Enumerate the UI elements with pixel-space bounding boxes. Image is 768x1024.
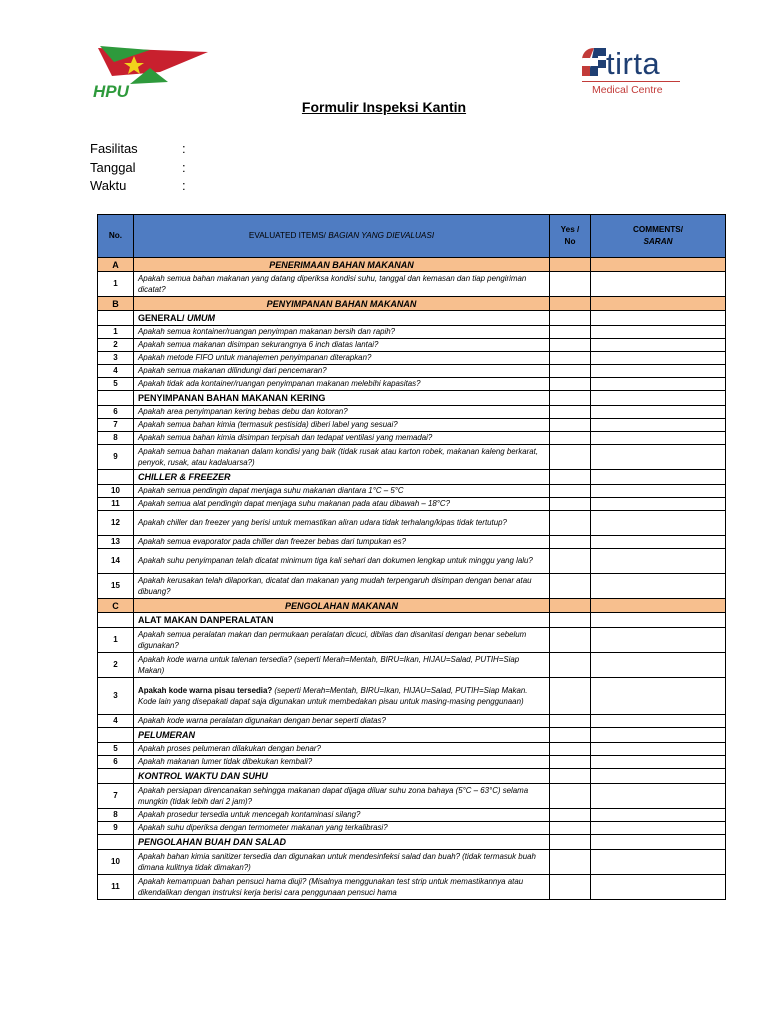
- yes-no-cell[interactable]: [550, 756, 591, 769]
- yes-no-cell[interactable]: [550, 352, 591, 365]
- yes-no-cell[interactable]: [550, 485, 591, 498]
- subsection-no-cell: [98, 391, 134, 406]
- yes-no-cell[interactable]: [550, 432, 591, 445]
- table-row: [98, 432, 726, 445]
- question-text: Apakah kemampuan bahan pensuci hama diuji? (Misalnya menggunakan test strip untuk memastikannya atau dikendalikan dengan instruksi kerja berisi cara penggunaan pensuci hama: [134, 875, 550, 900]
- section-title: PENGOLAHAN MAKANAN: [134, 599, 550, 613]
- yes-no-cell[interactable]: [550, 326, 591, 339]
- header-yes-no: [550, 215, 591, 258]
- comments-cell[interactable]: [591, 715, 726, 728]
- subsection-row: [98, 311, 726, 326]
- item-number: 11: [98, 498, 134, 511]
- table-body: [98, 258, 726, 900]
- section-row: [98, 599, 726, 613]
- item-number: 3: [98, 678, 134, 715]
- subsection-yes-cell: [550, 613, 591, 628]
- question-text: Apakah semua bahan kimia disimpan terpisah dan tedapat ventilasi yang memadai?: [134, 432, 550, 445]
- comments-cell[interactable]: [591, 756, 726, 769]
- subsection-comment-cell: [591, 470, 726, 485]
- table-row: [98, 678, 726, 715]
- meta-colon: :: [182, 141, 186, 156]
- subsection-row: [98, 470, 726, 485]
- subsection-comment-cell: [591, 391, 726, 406]
- item-number: 1: [98, 628, 134, 653]
- item-number: 10: [98, 485, 134, 498]
- table-row: [98, 272, 726, 297]
- subsection-title: ALAT MAKAN DANPERALATAN: [134, 613, 550, 628]
- yes-no-cell[interactable]: [550, 445, 591, 470]
- comments-cell[interactable]: [591, 784, 726, 809]
- item-number: 2: [98, 339, 134, 352]
- header-item-italic: BAGIAN YANG DIEVALUASI: [328, 231, 435, 240]
- comments-cell[interactable]: [591, 352, 726, 365]
- question-text: Apakah bahan kimia sanitizer tersedia dan digunakan untuk mendesinfeksi salad dan buah? (tidak termasuk buah dimana kulitnya tidak dimakan?): [134, 850, 550, 875]
- question-text: Apakah semua evaporator pada chiller dan freezer bebas dari tumpukan es?: [134, 536, 550, 549]
- table-row: [98, 756, 726, 769]
- section-row: [98, 297, 726, 311]
- yes-no-cell[interactable]: [550, 850, 591, 875]
- table-row: [98, 511, 726, 536]
- subsection-comment-cell: [591, 311, 726, 326]
- item-number: 1: [98, 326, 134, 339]
- item-number: 5: [98, 378, 134, 391]
- table-row: [98, 653, 726, 678]
- section-title: PENERIMAAN BAHAN MAKANAN: [134, 258, 550, 272]
- comments-cell[interactable]: [591, 511, 726, 536]
- meta-label: Waktu: [90, 178, 127, 193]
- question-text: Apakah chiller dan freezer yang berisi untuk memastikan aliran udara tidak terhalang/kipas tidak tertutup?: [134, 511, 550, 536]
- yes-no-cell[interactable]: [550, 809, 591, 822]
- yes-no-cell[interactable]: [550, 743, 591, 756]
- header-comments-label: COMMENTS/: [632, 225, 684, 234]
- question-text: Apakah semua bahan makanan dalam kondisi yang baik (tidak rusak atau karton robek, makanan kaleng berkarat, penyok, rusak, atau kadaluarsa?): [134, 445, 550, 470]
- section-letter: A: [98, 258, 134, 272]
- meta-label: Fasilitas: [90, 141, 138, 156]
- subsection-title: PENYIMPANAN BAHAN MAKANAN KERING: [134, 391, 550, 406]
- subsection-comment-cell: [591, 728, 726, 743]
- question-text: Apakah persiapan direncanakan sehingga makanan dapat dijaga diluar suhu zona bahaya (5°C – 63°C) selama mungkin (tidak lebih dari 2 jam)?: [134, 784, 550, 809]
- subsection-no-cell: [98, 769, 134, 784]
- subsection-row: [98, 835, 726, 850]
- comments-cell[interactable]: [591, 272, 726, 297]
- subsection-row: [98, 769, 726, 784]
- table-row: [98, 743, 726, 756]
- subsection-title: CHILLER & FREEZER: [134, 470, 550, 485]
- yes-no-cell[interactable]: [550, 784, 591, 809]
- table-row: [98, 378, 726, 391]
- comments-cell[interactable]: [591, 549, 726, 574]
- item-number: 12: [98, 511, 134, 536]
- meta-colon: :: [182, 178, 186, 193]
- comments-cell[interactable]: [591, 822, 726, 835]
- question-text: Apakah suhu penyimpanan telah dicatat minimum tiga kali sehari dan dokumen lengkap untuk minggu yang lalu?: [134, 549, 550, 574]
- item-number: 2: [98, 653, 134, 678]
- table-row: [98, 809, 726, 822]
- subsection-comment-cell: [591, 769, 726, 784]
- comments-cell[interactable]: [591, 432, 726, 445]
- yes-no-cell[interactable]: [550, 339, 591, 352]
- section-yes-cell: [550, 599, 591, 613]
- table-row: [98, 485, 726, 498]
- item-number: 9: [98, 822, 134, 835]
- comments-cell[interactable]: [591, 419, 726, 432]
- table-row: [98, 784, 726, 809]
- table-row: [98, 875, 726, 900]
- item-number: 15: [98, 574, 134, 599]
- question-text: Apakah semua bahan kimia (termasuk pestisida) diberi label yang sesuai?: [134, 419, 550, 432]
- comments-cell[interactable]: [591, 574, 726, 599]
- question-text: Apakah semua peralatan makan dan permukaan peralatan dicuci, dibilas dan disanitasi dengan benar sebelum digunakan?: [134, 628, 550, 653]
- table-row: [98, 549, 726, 574]
- table-row: [98, 822, 726, 835]
- table-row: [98, 419, 726, 432]
- yes-no-cell[interactable]: [550, 549, 591, 574]
- subsection-title: KONTROL WAKTU DAN SUHU: [134, 769, 550, 784]
- subsection-yes-cell: [550, 470, 591, 485]
- section-comment-cell: [591, 258, 726, 272]
- subsection-no-cell: [98, 311, 134, 326]
- table-row: [98, 352, 726, 365]
- header-item-prefix: EVALUATED ITEMS/: [248, 231, 329, 240]
- yes-no-cell[interactable]: [550, 536, 591, 549]
- question-text: Apakah kode warna untuk talenan tersedia? (seperti Merah=Mentah, BIRU=Ikan, HIJAU=Salad, PUTIH=Siap Makan): [134, 653, 550, 678]
- item-number: 7: [98, 419, 134, 432]
- question-text: Apakah kode warna peralatan digunakan dengan benar seperti diatas?: [134, 715, 550, 728]
- comments-cell[interactable]: [591, 743, 726, 756]
- table-row: [98, 445, 726, 470]
- question-text: Apakah semua kontainer/ruangan penyimpan makanan bersih dan rapih?: [134, 326, 550, 339]
- question-text: Apakah semua makanan dilindungi dari pencemaran?: [134, 365, 550, 378]
- item-number: 6: [98, 756, 134, 769]
- section-yes-cell: [550, 258, 591, 272]
- comments-cell[interactable]: [591, 406, 726, 419]
- yes-no-cell[interactable]: [550, 678, 591, 715]
- item-number: 10: [98, 850, 134, 875]
- table-row: [98, 498, 726, 511]
- tirta-wordmark: tirta: [606, 46, 661, 81]
- item-number: 11: [98, 875, 134, 900]
- header-no: No.: [98, 215, 134, 258]
- table-row: [98, 715, 726, 728]
- yes-no-cell[interactable]: [550, 419, 591, 432]
- page-title: Formulir Inspeksi Kantin: [301, 99, 467, 115]
- table-row: [98, 406, 726, 419]
- tirta-logo: [578, 44, 682, 100]
- comments-cell[interactable]: [591, 536, 726, 549]
- question-text: Apakah semua alat pendingin dapat menjaga suhu makanan pada atau dibawah – 18°C?: [134, 498, 550, 511]
- question-text: [134, 678, 550, 715]
- table-row: [98, 628, 726, 653]
- subsection-title: PENGOLAHAN BUAH DAN SALAD: [134, 835, 550, 850]
- subsection-yes-cell: [550, 835, 591, 850]
- subsection-yes-cell: [550, 311, 591, 326]
- yes-no-cell[interactable]: [550, 574, 591, 599]
- item-number: 1: [98, 272, 134, 297]
- question-text: Apakah semua makanan disimpan sekurangnya 6 inch diatas lantai?: [134, 339, 550, 352]
- tirta-subtitle: Medical Centre: [592, 84, 663, 96]
- yes-no-cell[interactable]: [550, 378, 591, 391]
- comments-cell[interactable]: [591, 485, 726, 498]
- subsection-title: PELUMERAN: [134, 728, 550, 743]
- subsection-comment-cell: [591, 613, 726, 628]
- question-lead: Apakah kode warna pisau tersedia?: [138, 685, 273, 695]
- subsection-italic-part: UMUM: [187, 313, 216, 323]
- comments-cell[interactable]: [591, 653, 726, 678]
- table-row: [98, 365, 726, 378]
- header-no-label: No: [564, 237, 576, 246]
- yes-no-cell[interactable]: [550, 715, 591, 728]
- yes-no-cell[interactable]: [550, 822, 591, 835]
- comments-cell[interactable]: [591, 378, 726, 391]
- item-number: 8: [98, 432, 134, 445]
- comments-cell[interactable]: [591, 326, 726, 339]
- question-text: Apakah metode FIFO untuk manajemen penyimpanan diterapkan?: [134, 352, 550, 365]
- yes-no-cell[interactable]: [550, 365, 591, 378]
- question-text: Apakah suhu diperiksa dengan termometer makanan yang terkalibrasi?: [134, 822, 550, 835]
- subsection-row: [98, 613, 726, 628]
- question-rest: (seperti Merah=Mentah, BIRU=Ikan, HIJAU=Salad, PUTIH=Siap Makan. Kode lain yang disepakati dapat saja digunakan untuk membedakan pisau untuk masing-masing penggunaan): [138, 685, 528, 706]
- item-number: 9: [98, 445, 134, 470]
- subsection-yes-cell: [550, 391, 591, 406]
- yes-no-cell[interactable]: [550, 498, 591, 511]
- item-number: 3: [98, 352, 134, 365]
- comments-cell[interactable]: [591, 809, 726, 822]
- meta-row-date: [90, 159, 192, 178]
- hpu-logo-graphic: [90, 42, 215, 100]
- question-text: Apakah makanan lumer tidak dibekukan kembali?: [134, 756, 550, 769]
- subsection-row: [98, 728, 726, 743]
- comments-cell[interactable]: [591, 850, 726, 875]
- subsection-no-cell: [98, 470, 134, 485]
- subsection-no-cell: [98, 835, 134, 850]
- question-text: Apakah semua pendingin dapat menjaga suhu makanan diantara 1°C – 5°C: [134, 485, 550, 498]
- hpu-logo-text: HPU: [93, 82, 129, 100]
- question-text: Apakah prosedur tersedia untuk mencegah kontaminasi silang?: [134, 809, 550, 822]
- item-number: 7: [98, 784, 134, 809]
- comments-cell[interactable]: [591, 445, 726, 470]
- subsection-title: GENERAL/ UMUM: [134, 311, 550, 326]
- yes-no-cell[interactable]: [550, 406, 591, 419]
- comments-cell[interactable]: [591, 678, 726, 715]
- section-comment-cell: [591, 297, 726, 311]
- section-letter: B: [98, 297, 134, 311]
- item-number: 14: [98, 549, 134, 574]
- question-text: Apakah semua bahan makanan yang datang diperiksa kondisi suhu, tanggal dan kemasan dan tiap pengiriman dicatat?: [134, 272, 550, 297]
- question-text: Apakah proses pelumeran dilakukan dengan benar?: [134, 743, 550, 756]
- yes-no-cell[interactable]: [550, 272, 591, 297]
- subsection-row: [98, 391, 726, 406]
- item-number: 8: [98, 809, 134, 822]
- table-row: [98, 326, 726, 339]
- question-text: Apakah area penyimpanan kering bebas debu dan kotoran?: [134, 406, 550, 419]
- header-evaluated-items: [134, 215, 550, 258]
- yes-no-cell[interactable]: [550, 628, 591, 653]
- item-number: 4: [98, 365, 134, 378]
- inspection-table: [97, 214, 726, 900]
- meta-row-facility: [90, 140, 192, 159]
- header-yes: Yes /: [560, 225, 580, 234]
- tirta-divider: [582, 81, 680, 82]
- subsection-no-cell: [98, 728, 134, 743]
- yes-no-cell[interactable]: [550, 875, 591, 900]
- item-number: 5: [98, 743, 134, 756]
- yes-no-cell[interactable]: [550, 653, 591, 678]
- yes-no-cell[interactable]: [550, 511, 591, 536]
- tirta-cross-icon: [580, 46, 608, 80]
- table-row: [98, 339, 726, 352]
- table-row: [98, 850, 726, 875]
- section-comment-cell: [591, 599, 726, 613]
- section-title: PENYIMPANAN BAHAN MAKANAN: [134, 297, 550, 311]
- meta-label: Tanggal: [90, 159, 136, 175]
- subsection-yes-cell: [550, 769, 591, 784]
- header-saran-label: SARAN: [643, 237, 673, 246]
- table-row: [98, 536, 726, 549]
- table-row: [98, 574, 726, 599]
- section-row: [98, 258, 726, 272]
- section-letter: C: [98, 599, 134, 613]
- subsection-yes-cell: [550, 728, 591, 743]
- header-comments: [591, 215, 726, 258]
- comments-cell[interactable]: [591, 498, 726, 511]
- question-text: Apakah tidak ada kontainer/ruangan penyimpanan makanan melebihi kapasitas?: [134, 378, 550, 391]
- form-meta: [90, 140, 192, 196]
- question-text: Apakah kerusakan telah dilaporkan, dicatat dan makanan yang mudah terpengaruh disimpan dengan benar atau dibuang?: [134, 574, 550, 599]
- meta-colon: :: [182, 159, 186, 175]
- item-number: 13: [98, 536, 134, 549]
- section-yes-cell: [550, 297, 591, 311]
- comments-cell[interactable]: [591, 628, 726, 653]
- comments-cell[interactable]: [591, 875, 726, 900]
- comments-cell[interactable]: [591, 365, 726, 378]
- subsection-no-cell: [98, 613, 134, 628]
- table-header-row: [98, 215, 726, 258]
- hpu-logo: [90, 42, 215, 100]
- subsection-comment-cell: [591, 835, 726, 850]
- comments-cell[interactable]: [591, 339, 726, 352]
- item-number: 6: [98, 406, 134, 419]
- item-number: 4: [98, 715, 134, 728]
- meta-row-time: [90, 177, 192, 196]
